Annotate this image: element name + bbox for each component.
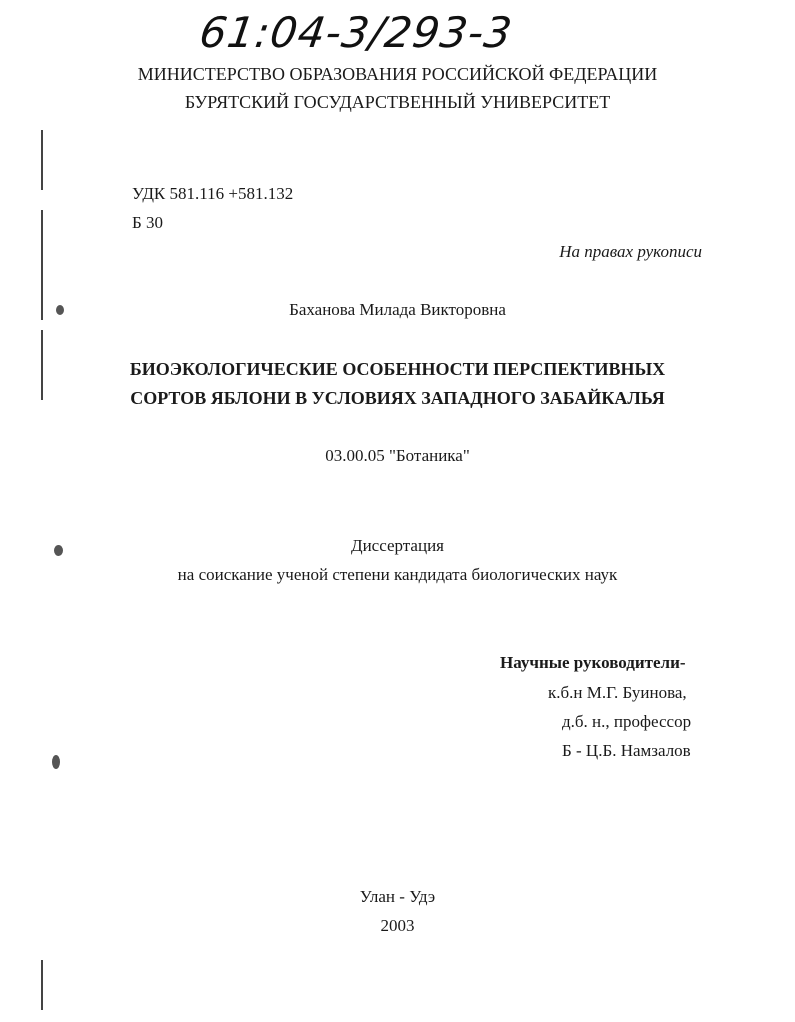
udc-code: УДК 581.116 +581.132 — [132, 184, 294, 203]
bbk-code: Б 30 — [132, 213, 164, 232]
ministry-heading: МИНИСТЕРСТВО ОБРАЗОВАНИЯ РОССИЙСКОЙ ФЕДЕРАЦИИ — [137, 64, 658, 84]
supervisor-line-3: Б - Ц.Б. Намзалов — [562, 741, 691, 760]
scan-speck — [52, 755, 60, 769]
scan-margin-line — [41, 960, 43, 1010]
dissertation-title-line2: СОРТОВ ЯБЛОНИ В УСЛОВИЯХ ЗАПАДНОГО ЗАБАЙКАЛЬЯ — [130, 388, 665, 408]
dissertation-title-line1: БИОЭКОЛОГИЧЕСКИЕ ОСОБЕННОСТИ ПЕРСПЕКТИВНЫХ — [129, 359, 666, 379]
city: Улан - Удэ — [359, 887, 436, 906]
university-heading: БУРЯТСКИЙ ГОСУДАРСТВЕННЫЙ УНИВЕРСИТЕТ — [184, 92, 611, 112]
author-name: Баханова Милада Викторовна — [289, 300, 506, 319]
supervisor-line-2: д.б. н., профессор — [562, 712, 692, 731]
supervisors-heading: Научные руководители- — [500, 653, 686, 672]
year: 2003 — [380, 916, 415, 935]
handwritten-archive-code: 61:04-3/293-3 — [196, 8, 516, 57]
rights-note: На правах рукописи — [559, 242, 702, 261]
degree-line: на соискание ученой степени кандидата биологических наук — [177, 565, 618, 584]
specialty-code: 03.00.05 "Ботаника" — [325, 446, 470, 465]
scan-margin-line — [41, 130, 43, 190]
work-type: Диссертация — [350, 536, 444, 555]
supervisor-line-1: к.б.н М.Г. Буинова, — [548, 683, 687, 702]
